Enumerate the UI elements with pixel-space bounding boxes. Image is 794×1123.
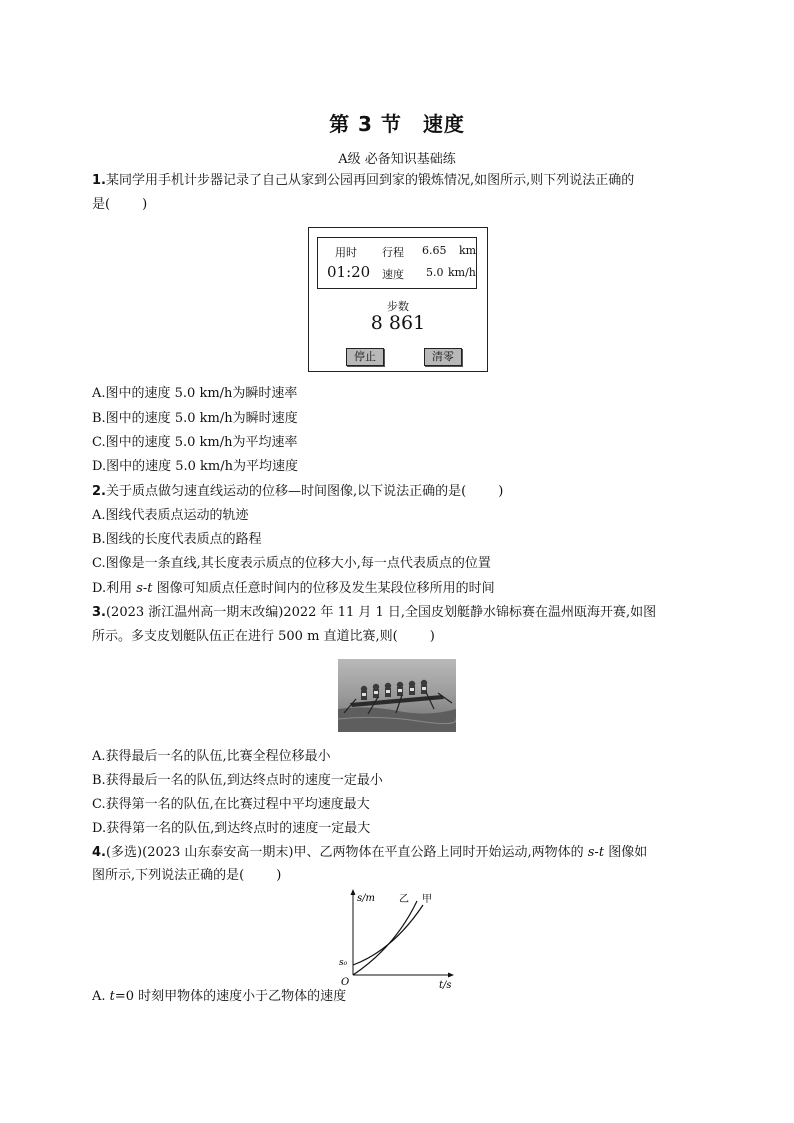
q1-stem-line1: 1.某同学用手机计步器记录了自己从家到公园再回到家的锻炼情况,如图所示,则下列说法正确的 <box>92 173 635 188</box>
section-subtitle: A级 必备知识基础练 <box>338 152 456 167</box>
q1-stem-line2: 是( ) <box>92 197 148 212</box>
distance-unit: km <box>459 244 477 257</box>
q2-option-c: C.图像是一条直线,其长度表示质点的位移大小,每一点代表质点的位置 <box>92 556 491 571</box>
q3-stem-line2: 所示。多支皮划艇队伍正在进行 500 m 直道比赛,则( ) <box>92 629 435 644</box>
page-title: 第 3 节 速度 <box>329 112 465 136</box>
q2-number: 2. <box>92 484 106 499</box>
curve-jia <box>353 905 423 965</box>
s0-label: s₀ <box>339 958 348 968</box>
curve-yi-label: 乙 <box>399 894 409 905</box>
speed-value: 5.0 <box>426 266 444 279</box>
q2-stem: 2.关于质点做匀速直线运动的位移—时间图像,以下说法正确的是( ) <box>92 484 504 499</box>
origin-label: O <box>341 977 350 988</box>
q1-option-a: A.图中的速度 5.0 km/h为瞬时速率 <box>92 386 298 401</box>
steps-value: 8 861 <box>370 312 426 334</box>
distance-label: 行程 <box>382 246 404 259</box>
x-axis-arrow <box>448 973 454 978</box>
steps-label: 步数 <box>387 300 409 313</box>
q1-option-b: B.图中的速度 5.0 km/h为瞬时速度 <box>92 411 298 426</box>
curve-yi <box>353 901 417 975</box>
q4-number: 4. <box>92 845 106 860</box>
x-axis-label: t/s <box>439 980 452 990</box>
speed-label: 速度 <box>382 268 404 281</box>
q3-option-c: C.获得第一名的队伍,在比赛过程中平均速度最大 <box>92 797 370 812</box>
y-axis-label: s/m <box>357 893 375 904</box>
curve-jia-label: 甲 <box>422 894 432 905</box>
time-label: 用时 <box>335 246 357 259</box>
q1-number: 1. <box>92 173 106 188</box>
q1-option-d: D.图中的速度 5.0 km/h为平均速度 <box>92 459 298 474</box>
q4-stem-line2: 图所示,下列说法正确的是( ) <box>92 868 282 883</box>
distance-value: 6.65 <box>422 244 447 257</box>
st-graph <box>335 885 460 990</box>
reset-button[interactable]: 清零 <box>424 348 462 366</box>
q3-number: 3. <box>92 605 106 620</box>
y-axis-arrow <box>351 889 356 895</box>
q2-option-a: A.图线代表质点运动的轨迹 <box>92 508 249 523</box>
speed-unit: km/h <box>448 266 476 279</box>
q1-option-c: C.图中的速度 5.0 km/h为平均速率 <box>92 435 298 450</box>
stop-button[interactable]: 停止 <box>346 348 384 366</box>
q2-option-d: D.利用 s-t 图像可知质点任意时间内的位移及发生某段位移所用的时间 <box>92 581 495 596</box>
rowing-photo <box>338 659 456 732</box>
q3-option-d: D.获得第一名的队伍,到达终点时的速度一定最大 <box>92 821 371 836</box>
q3-stem-line1: 3.(2023 浙江温州高一期末改编)2022 年 11 月 1 日,全国皮划艇静水锦标赛在温州瓯海开赛,如图 <box>92 605 657 620</box>
time-value: 01:20 <box>327 263 371 281</box>
pedometer-figure <box>308 227 488 372</box>
q3-option-a: A.获得最后一名的队伍,比赛全程位移最小 <box>92 749 331 764</box>
pedometer-screen <box>317 237 477 289</box>
q3-option-b: B.获得最后一名的队伍,到达终点时的速度一定最小 <box>92 773 383 788</box>
q2-option-b: B.图线的长度代表质点的路程 <box>92 532 262 547</box>
q4-stem-line1: 4.(多选)(2023 山东泰安高一期末)甲、乙两物体在平直公路上同时开始运动,两物体的 s-t 图像如 <box>92 845 648 860</box>
q4-option-a: A. t=0 时刻甲物体的速度小于乙物体的速度 <box>92 989 347 1004</box>
